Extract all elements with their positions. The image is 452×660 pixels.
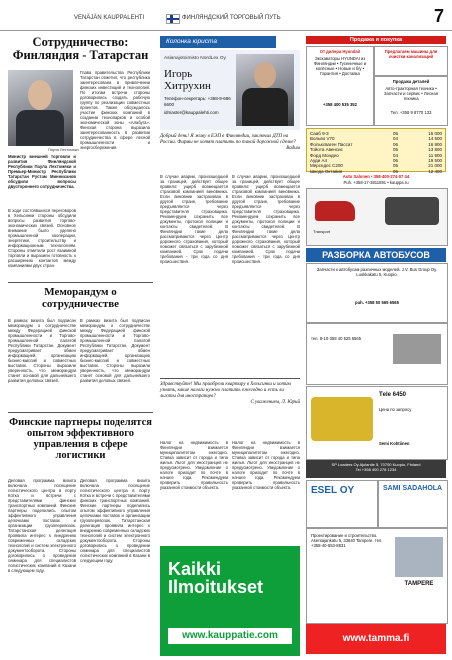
transport-label: Тransport [313, 229, 331, 234]
parts-title: Продажа деталей [392, 79, 430, 84]
article1-lead: Министр внешней торговли и развития Финляндской Республики Паула Лехтомяки и Премьер-Министр Республики Татарстан Рустам Минниханов обсудили вопросы двустороннего сотрудничества. [8, 154, 76, 189]
parts-lines: Авто-тракторная техника • Запчасти и сервис • Лесная техника [384, 86, 438, 101]
car-icon [315, 201, 355, 221]
table-cell: 19 500 [428, 158, 442, 164]
table-cell: 16 900 [428, 141, 442, 147]
question2: Здравствуйте! Мы приобрели квартиру в Хельсинки и хотим узнать, какие налоги нужно платить ежегодно и есть ли льготы для иностранцев? С уважением, Л. Юрий [160, 382, 300, 405]
reception-title: Предлагаем машины для очистки канализаций [384, 49, 438, 59]
hyundai-lines: Экскаваторы HYUNDAI из Финляндии • Гусеничные и колёсные • Новые и б/у • Гарантия • Доставка [313, 56, 367, 76]
tractor-photo [311, 397, 373, 441]
table-cell: 14 500 [428, 136, 442, 142]
page-header [0, 0, 452, 31]
article2-body-cont: В рамках визита был подписан меморандум о сотрудничестве между Федерацией финской промышленности и Торгово-промышленной палатой Республики Татарстан. Документ предусматривает обмен информацией, организацию бизнес-миссий и совместных выставок. Стороны выразили уверенность, что меморандум станет основой для дальнейшего развития деловых связей. [80, 318, 150, 383]
hyundai-ad[interactable] [306, 46, 374, 126]
reception-ad[interactable] [374, 46, 448, 76]
article3-body-cont: Деловая программа визита включала посещение логистического центра в порту Котка и встречи с представителями финских транспортных компаний. Финские партнеры поделились опытом эффективного управления цепочками поставок и организации грузоперевозок. Татарстанская делегация проявила интерес к внедрению современных складских технологий и систем электронного документооборота. Стороны договорились о проведении семинара для специалистов логистических компаний в Казани в следующем году. [80, 478, 150, 563]
newspaper-name-fi: VENÄJÄN KAUPPALEHTI [74, 15, 145, 21]
yesel-name: ESEL OY [311, 485, 355, 496]
bus-title: РАЗБОРКА АВТОБУСОВ [306, 248, 446, 262]
table-cell: 21 000 [428, 163, 442, 169]
table-cell: Вольво V70 [310, 136, 335, 142]
lawyer-box [160, 50, 300, 130]
lawyer-email[interactable]: idmaster@kauppalehti.com [164, 110, 219, 115]
ads-sale-header: Продажа и покупка [306, 36, 446, 44]
table-cell: 11 900 [428, 152, 442, 158]
article3-title: Финские партнеры поделятся опытом эффективного управления в сфере логистики [9, 417, 152, 462]
answer1: В случае аварии, произошедшей за границей, действует общее правило: ущерб возмещается страховой компанией виновника. Если виновник застрахован в другой стране, требование предъявляется через представителя страховщика. Рекомендуем сохранить все документы, протокол полиции и контакты свидетелей. В Финляндии такие дела рассматриваются через Центр дорожного страхования, который поможет связаться с зарубежной компанией. Срок подачи требования - три года со дня происшествия. [160, 174, 228, 264]
article1-title: Сотрудничество: Финляндия - Татарстан [12, 35, 149, 63]
tampere-photo [395, 537, 443, 577]
article1-body: В ходе состоявшихся переговоров в Хельсинки стороны обсудили вопросы развития торгово-экономических связей. Основное внимание было уделено промышленной кооперации, энергетике, строительству и информационным технологиям. Стороны отметили рост взаимной торговли и выразили готовность к расширению контактов между компаниями двух стран. [8, 208, 76, 268]
tractor-title: Тele 6450 [379, 392, 407, 398]
divider [8, 412, 153, 413]
article1-body-cont: Глава правительства Республики Татарстан отметил, что республика заинтересована в привлечении финских инвестиций и технологий. По итогам встречи стороны договорились создать рабочую группу по реализации совместных проектов. Также обсуждалось участие финских компаний в создании технопарков и особой экономической зоны «Алабуга». Финская сторона выразила заинтересованность в развитии сотрудничества в сфере лесной промышленности и энергосбережения. [80, 70, 150, 150]
sp-loaders-ad[interactable] [306, 460, 446, 478]
table-cell: Форд Мондео [310, 152, 339, 158]
table-cell: 04 [392, 152, 398, 158]
tampere-label: TAMPERE [404, 581, 434, 587]
article3-body: Деловая программа визита включала посещение логистического центра в порту Котка и встречи с представителями финских транспортных компаний. Финские партнеры поделились опытом эффективного управления цепочками поставок и организации грузоперевозок. Татарстанская делегация проявила интерес к внедрению современных складских технологий и систем электронного документооборота. Стороны договорились о проведении семинара для специалистов логистических компаний в Казани в следующем году. [8, 478, 76, 573]
table-cell: 05 [392, 163, 398, 169]
table-cell: 06 [392, 168, 398, 174]
lawyer-phone: Телефон-секретарь: +358-9-686 6600 [164, 96, 231, 107]
table-cell: Ауди A4 [310, 158, 327, 164]
tampere-line: Проектирование и строительство. Asentajankatu 5, 33840 Tampere. тел. +358-40-553-8831 [311, 533, 383, 548]
tractor-ad[interactable] [306, 386, 448, 460]
finland-flag-icon [166, 14, 180, 24]
table-cell: 05 [392, 131, 398, 136]
table-cell: 04 [392, 136, 398, 142]
divider [8, 282, 153, 283]
hyundai-title: От дилера Hyundai! [319, 49, 361, 54]
divider [160, 378, 300, 379]
table-cell: 15 000 [428, 131, 442, 136]
sp-loaders-text: SP Loaders Oy Ajolantie 5, 70700 Kuopio, Finland [331, 462, 421, 467]
table-cell: 05 [392, 147, 398, 153]
sp-loaders-phone: Tel +358 400 278 1234 [355, 467, 397, 472]
answer1-cont: В случае аварии, произошедшей за границей, действует общее правило: ущерб возмещается страховой компанией виновника. Если виновник застрахован в другой стране, требование предъявляется через представителя страховщика. Рекомендуем сохранить все документы, протокол полиции и контакты свидетелей. В Финляндии такие дела рассматриваются через Центр дорожного страхования, который поможет связаться с зарубежной компанией. Срок подачи требования - три года со дня происшествия. [232, 174, 300, 264]
truck-icon [385, 197, 439, 225]
car-table [306, 128, 446, 172]
table-cell: 13 800 [428, 147, 442, 153]
lawyer-name: Игорь Хитрухин [164, 68, 211, 92]
answer2: Налог на недвижимость в Финляндии взимается муниципалитетом ежегодно. Ставка зависит от города и типа жилья. Льгот для иностранцев не предусмотрено. Уведомление о налоге приходит по почте в начале года. Рекомендуем проверить правильность указанной стоимости объекта. [160, 440, 228, 490]
car-images-ad[interactable] [306, 188, 448, 246]
parts-ad[interactable] [374, 76, 448, 126]
table-cell: 12 400 [428, 168, 442, 174]
tractor-name: Semi Kohtiinen [379, 441, 410, 446]
lawyer-firm: Asianajotoimisto NordLex Oy [164, 56, 226, 61]
reception-phone: Тел. +358 9 8770 133 [390, 110, 432, 115]
kaikki-title: Kaikki Ilmoitukset [168, 559, 264, 597]
table-cell: Шкода Октавия [310, 168, 343, 174]
truck-phone: тел. 8-10-358 40 525 6565 [311, 336, 362, 341]
question1: Добрый день! Я живу в ЕЭП в Финляндии, заключил ДТП на России. Фирмы не хотят платить по такой дорожной сделке? Вадим [160, 134, 300, 151]
table-cell: Сааб 9-3 [310, 131, 329, 136]
hyundai-phone: +358 400 535 352 [323, 102, 357, 107]
answer2-cont: Налог на недвижимость в Финляндии взимается муниципалитетом ежегодно. Ставка зависит от города и типа жилья. Льгот для иностранцев не предусмотрено. Уведомление о налоге приходит по почте в начале года. Рекомендуем проверить правильность указанной стоимости объекта. [232, 440, 300, 490]
truck-ad[interactable] [306, 323, 448, 385]
bus-phone: puh. +358 50 565 6565 [355, 300, 399, 305]
truck-photo [393, 334, 441, 364]
car-table-rows [310, 131, 442, 174]
bus-ad[interactable] [306, 263, 448, 323]
tampere-ad[interactable] [306, 528, 448, 624]
kaikki-banner[interactable] [160, 546, 300, 656]
lawyer-column-header: Колонка юриста [160, 36, 276, 48]
tractor-price: Цена по запросу [379, 407, 412, 412]
table-cell: Мерседес C200 [310, 163, 343, 169]
bus-lines: Запчасти к автобусам различных моделей. J.V. Bus Group Oy. Luokkakatu 5, Kuopio. [316, 267, 438, 277]
kaikki-url[interactable]: www.kauppatie.com [168, 628, 292, 644]
table-cell: Тойота Авенсис [310, 147, 343, 153]
sami-ad[interactable] [378, 480, 448, 528]
company-name: Auto Salonen • 358-400-274-07 44 [342, 174, 410, 179]
sami-name: SAMI SADAHOLA [383, 485, 443, 492]
newspaper-name-ru: ФИНЛЯНДСКИЙ ТОРГОВЫЙ ПУТЬ [182, 15, 281, 21]
table-cell: 06 [392, 158, 398, 164]
table-cell: Фольксваген Пассат [310, 141, 353, 147]
page-number: 7 [433, 6, 444, 26]
bottom-url[interactable]: www.tamma.fi [306, 624, 446, 654]
yesel-ad[interactable] [306, 480, 378, 528]
lawyer-photo [236, 54, 294, 126]
photo-caption: Паула Лехтомяки [48, 148, 79, 152]
table-cell: 06 [392, 141, 398, 147]
article1-photo [8, 70, 73, 146]
company-phone: Puh. +358-17-3811891 • kauppa.ru [343, 180, 409, 185]
article2-body: В рамках визита был подписан меморандум о сотрудничестве между Федерацией финской промышленности и Торгово-промышленной палатой Республики Татарстан. Документ предусматривает обмен информацией, организацию бизнес-миссий и совместных выставок. Стороны выразили уверенность, что меморандум станет основой для дальнейшего развития деловых связей. [8, 318, 76, 383]
article2-title: Меморандум о сотрудничестве [41, 286, 120, 310]
